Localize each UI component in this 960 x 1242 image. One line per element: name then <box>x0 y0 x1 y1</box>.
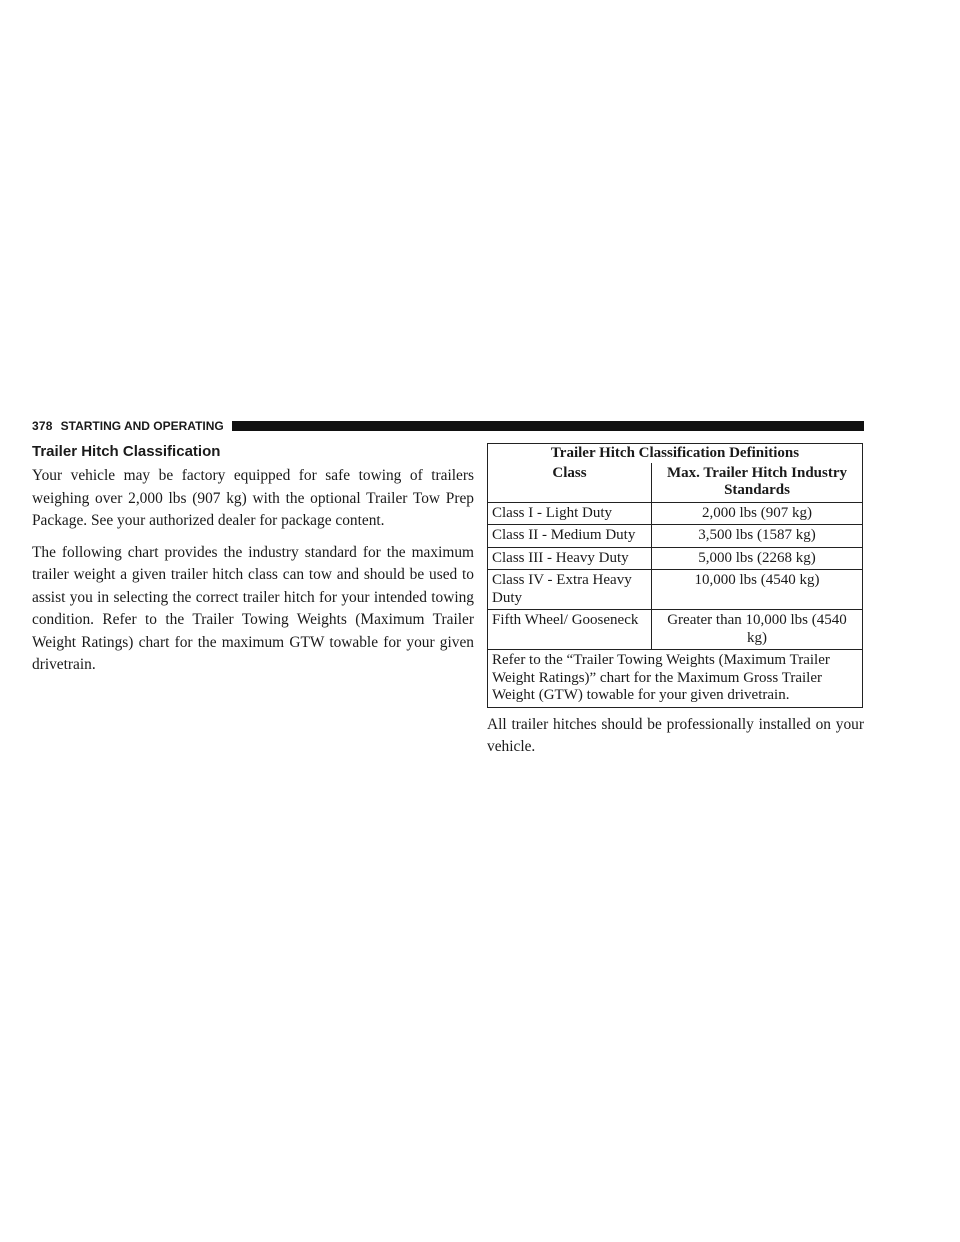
header-rule <box>232 421 864 431</box>
page-header <box>32 418 864 434</box>
section-title: STARTING AND OPERATING <box>60 419 224 433</box>
installation-note-paragraph: All trailer hitches should be professionally installed on your vehicle. <box>487 715 864 755</box>
class-cell: Class II - Medium Duty <box>488 525 652 548</box>
intro-paragraph: Your vehicle may be factory equipped for safe towing of trailers weighing over 2,000 lbs (907 kg) with the optional Trailer Tow Prep Package. See your authorized dealer for package content. <box>32 467 474 529</box>
right-column <box>487 443 864 759</box>
class-cell: Class IV - Extra Heavy Duty <box>488 570 652 610</box>
table-row <box>488 570 863 610</box>
table-row <box>488 502 863 525</box>
table-row <box>488 547 863 570</box>
section-heading: Trailer Hitch Classification <box>32 443 221 460</box>
page-number: 378 <box>32 419 53 433</box>
table-row <box>488 610 863 650</box>
table-title-row <box>488 444 863 463</box>
weight-cell: 5,000 lbs (2268 kg) <box>652 547 863 570</box>
weight-cell: Greater than 10,000 lbs (4540 kg) <box>652 610 863 650</box>
class-cell: Fifth Wheel/ Gooseneck <box>488 610 652 650</box>
column-header-standards: Max. Trailer Hitch Industry Standards <box>652 463 863 503</box>
left-column <box>32 442 474 686</box>
table-title: Trailer Hitch Classification Definitions <box>488 444 863 463</box>
class-cell: Class I - Light Duty <box>488 502 652 525</box>
table-header-row <box>488 463 863 503</box>
table-row <box>488 525 863 548</box>
class-cell: Class III - Heavy Duty <box>488 547 652 570</box>
chart-explanation-paragraph: The following chart provides the industry standard for the maximum trailer weight a given trailer hitch class can tow and should be used to assist you in selecting the correct trailer hitch for your intended towing condition. Refer to the Trailer Towing Weights (Maximum Trailer Weight Ratings) chart for the maximum GTW towable for your given drivetrain. <box>32 543 474 673</box>
table-note: Refer to the “Trailer Towing Weights (Maximum Trailer Weight Ratings)” chart for the Maximum Gross Trailer Weight (GTW) towable for your given drivetrain. <box>488 650 863 708</box>
weight-cell: 3,500 lbs (1587 kg) <box>652 525 863 548</box>
table-note-row <box>488 650 863 708</box>
column-header-class: Class <box>488 463 652 503</box>
hitch-classification-table <box>487 443 863 708</box>
weight-cell: 10,000 lbs (4540 kg) <box>652 570 863 610</box>
weight-cell: 2,000 lbs (907 kg) <box>652 502 863 525</box>
